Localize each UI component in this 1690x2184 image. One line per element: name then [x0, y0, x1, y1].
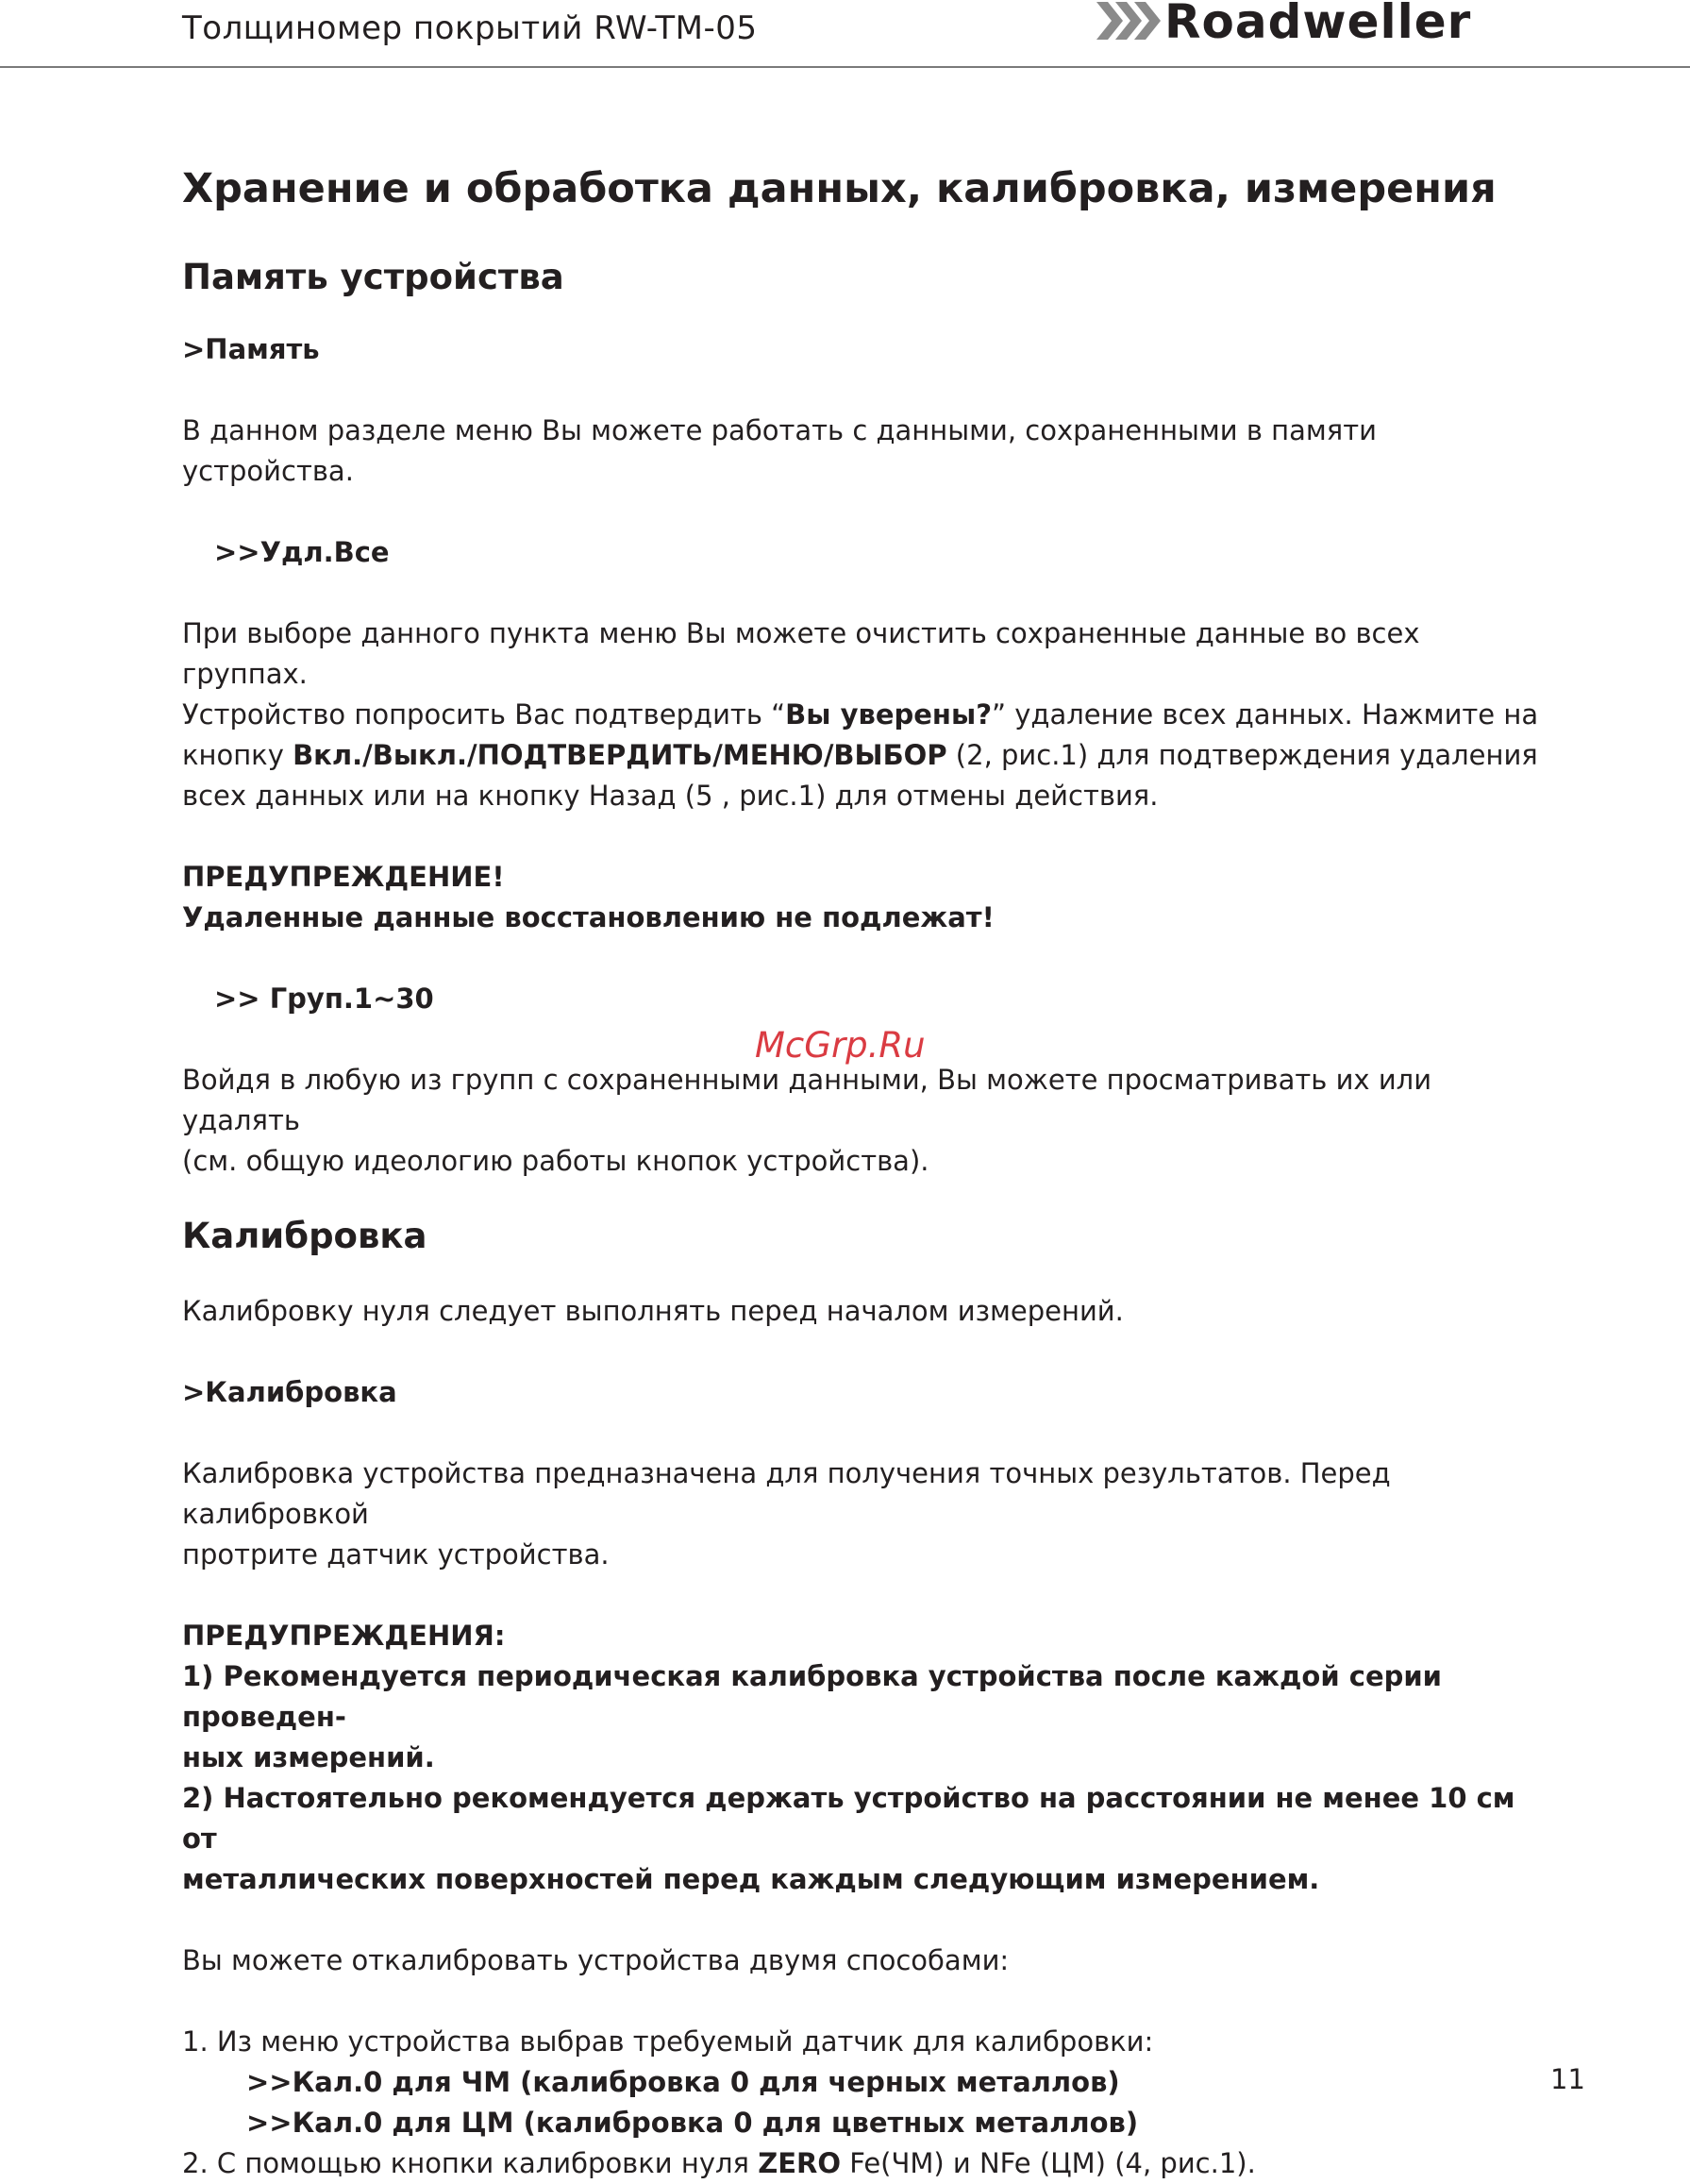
delete-all-description: При выборе данного пункта меню Вы можете очистить сохраненные данные во всех группах. Устройство попросить Вас подтвердить “Вы уверены?” удаление всех данных. Нажмите на кнопку Вкл./Выкл./ПОДТВЕРДИТЬ/МЕНЮ/ВЫБОР (2, рис.1) для подтверждения удаления всех данных или на кнопку Назад (5 , рис.1) для отмены действия.	[182, 617, 1539, 812]
groups-description: Войдя в любую из групп с сохраненными данными, Вы можете просматривать их или удалять (см. общую идеологию работы кнопок устройства).	[182, 1064, 1432, 1177]
calibration-description: Калибровка устройства предназначена для получения точных результатов. Перед калибровкой протрите датчик устройства.	[182, 1457, 1391, 1571]
list-item: 2. С помощью кнопки калибровки нуля ZERO Fe(ЧМ) и NFe (ЦМ) (4, рис.1).	[182, 2147, 1256, 2179]
warning-delete: ПРЕДУПРЕЖДЕНИЕ! Удаленные данные восстановлению не подлежат!	[182, 861, 995, 933]
calibration-intro: Калибровку нуля следует выполнять перед началом измерений.	[182, 1295, 1124, 1327]
brand-logo	[1095, 0, 1529, 49]
memory-description: В данном разделе меню Вы можете работать с данными, сохраненными в памяти устройства.	[182, 414, 1377, 487]
calibration-methods-list	[182, 2022, 1541, 2184]
menu-label-delete-all: >>Удл.Все	[214, 536, 390, 568]
menu-label-calibration: >Калибровка	[182, 1376, 397, 1408]
page-header	[0, 0, 1690, 68]
list-item: >>Кал.0 для ЧМ (калибровка 0 для черных металлов)	[246, 2066, 1120, 2098]
watermark: McGrp.Ru	[755, 1025, 926, 1066]
list-item: 1. Из меню устройства выбрав требуемый датчик для калибровки:	[182, 2025, 1154, 2058]
main-heading: Хранение и обработка данных, калибровка, измерения	[182, 165, 1497, 212]
page-number: 11	[1550, 2063, 1585, 2095]
warning-calibration: ПРЕДУПРЕЖДЕНИЯ: 1) Рекомендуется периодическая калибровка устройства после каждой серии проведен- ных измерений. 2) Настоятельно рекомендуется держать устройство на расстоянии не менее 10 см от металлических поверхностей перед каждым следующим измерением.	[182, 1620, 1515, 1895]
chevrons-icon	[1095, 0, 1170, 45]
menu-label-memory: >Память	[182, 333, 320, 365]
section-heading-memory: Память устройства	[182, 257, 564, 297]
logo-wordmark: Roadweller	[1164, 0, 1472, 49]
menu-label-groups: >> Груп.1~30	[214, 983, 434, 1015]
calibration-methods-intro: Вы можете откалибровать устройства двумя способами:	[182, 1944, 1010, 1976]
page-content	[182, 160, 1541, 2184]
list-item: >>Кал.0 для ЦМ (калибровка 0 для цветных металлов)	[246, 2107, 1139, 2139]
section-heading-calibration: Калибровка	[182, 1216, 427, 1256]
document-title: Толщиномер покрытий RW-TM-05	[182, 9, 758, 47]
